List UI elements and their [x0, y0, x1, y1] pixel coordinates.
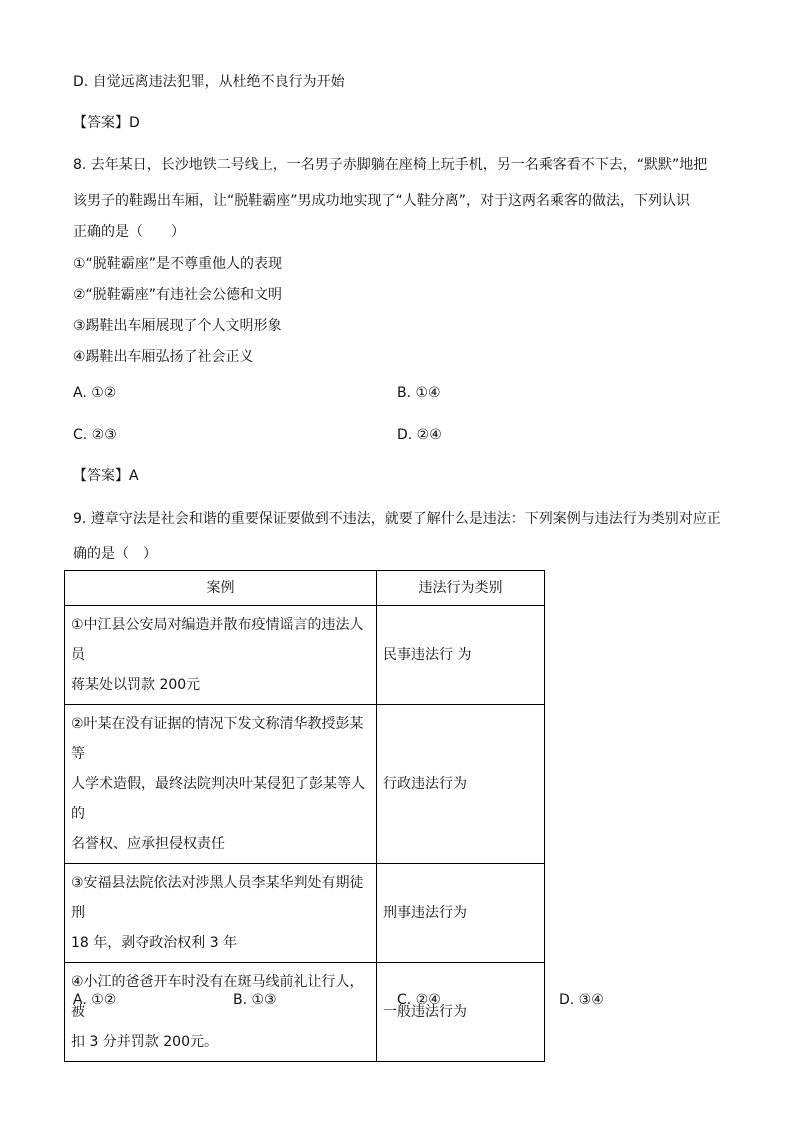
category-cell: 一般违法行为 — [377, 963, 545, 1062]
header-category: 违法行为类别 — [377, 571, 545, 606]
header-case: 案例 — [65, 571, 377, 606]
q8-statement-3: ③踢鞋出车厢展现了个人文明形象 — [73, 318, 282, 334]
q8-statement-1: ①“脱鞋霸座”是不尊重他人的表现 — [73, 256, 283, 272]
q8-option-a: A. ①② — [73, 385, 117, 401]
q8-stem-line-3: 正确的是（ ） — [73, 224, 185, 240]
q9-option-d: D. ③④ — [559, 992, 604, 1008]
q8-option-d: D. ②④ — [397, 427, 442, 443]
category-cell: 民事违法行 为 — [377, 606, 545, 705]
table-row — [65, 705, 545, 864]
case-line: 名誉权、应承担侵权责任 — [71, 836, 225, 852]
case-cell — [65, 705, 377, 864]
q7-option-d: D. 自觉远离违法犯罪，从杜绝不良行为开始 — [73, 74, 345, 90]
q9-option-b: B. ①③ — [233, 992, 277, 1008]
case-line: 18 年，剥夺政治权利 3 年 — [71, 935, 238, 951]
q9-option-c: C. ②④ — [397, 992, 441, 1008]
q8-answer: 【答案】A — [73, 468, 139, 484]
q8-statement-4: ④踢鞋出车厢弘扬了社会正义 — [73, 349, 254, 365]
case-cell — [65, 864, 377, 963]
q9-case-table — [64, 570, 545, 1062]
case-cell — [65, 606, 377, 705]
q8-stem-line-1: 8. 去年某日，长沙地铁二号线上，一名男子赤脚躺在座椅上玩手机，另一名乘客看不下去，“默默”地把 — [73, 157, 708, 173]
q9-stem-line-2: 确的是（ ） — [73, 546, 157, 562]
q9-option-a: A. ①② — [73, 992, 117, 1008]
q8-stem-line-2: 该男子的鞋踢出车厢，让“脱鞋霸座”男成功地实现了“人鞋分离”，对于这两名乘客的做法，下列认识 — [73, 193, 691, 209]
case-line: 人学术造假，最终法院判决叶某侵犯了彭某等人的 — [71, 776, 365, 822]
category-cell: 行政违法行为 — [377, 705, 545, 864]
category-cell: 刑事违法行为 — [377, 864, 545, 963]
table-row — [65, 606, 545, 705]
q8-option-c: C. ②③ — [73, 427, 117, 443]
case-line: ②叶某在没有证据的情况下发文称清华教授彭某等 — [71, 716, 364, 762]
q7-answer: 【答案】D — [73, 115, 140, 131]
table-row — [65, 963, 545, 1062]
q8-statement-2: ②“脱鞋霸座”有违社会公德和文明 — [73, 287, 283, 303]
case-line: ①中江县公安局对编造并散布疫情谣言的违法人员 — [71, 617, 364, 663]
case-line: 扣 3 分并罚款 200元。 — [71, 1034, 218, 1050]
case-line: ③安福县法院依法对涉黑人员李某华判处有期徒刑 — [71, 875, 364, 921]
q8-option-b: B. ①④ — [397, 385, 441, 401]
case-line: ④小江的爸爸开车时没有在斑马线前礼让行人，被 — [71, 974, 364, 1020]
case-cell — [65, 963, 377, 1062]
table-row — [65, 864, 545, 963]
case-line: 蒋某处以罚款 200元 — [71, 677, 201, 693]
q9-stem-line-1: 9. 遵章守法是社会和谐的重要保证要做到不违法，就要了解什么是违法：下列案例与违法行为类别对应正 — [73, 511, 721, 527]
table-header-row — [65, 571, 545, 606]
